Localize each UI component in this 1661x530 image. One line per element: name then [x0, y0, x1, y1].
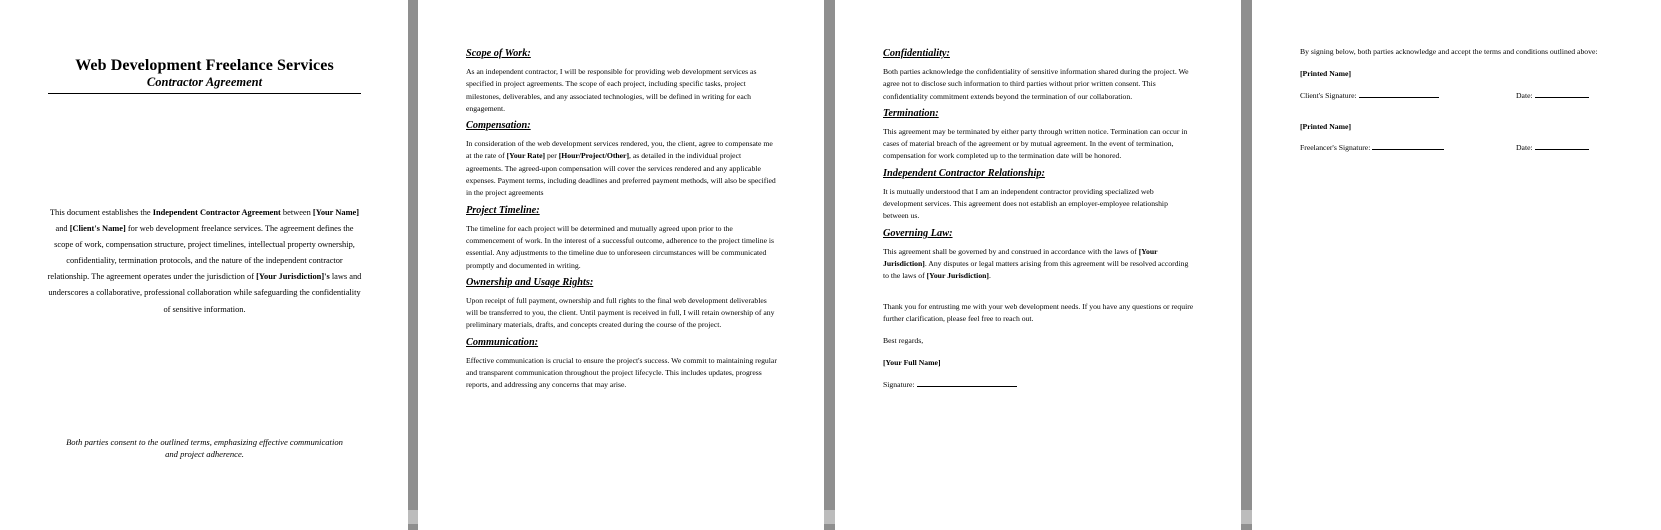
- document-subtitle: Contractor Agreement: [146, 75, 263, 89]
- client-signature-line[interactable]: [1359, 89, 1439, 98]
- section-text-compensation: [466, 138, 778, 199]
- section-heading-communication: Communication:: [466, 336, 539, 348]
- signature-row: [883, 378, 1195, 391]
- section-heading-timeline: Project Timeline:: [466, 204, 540, 216]
- freelancer-signature-line[interactable]: [1372, 141, 1444, 150]
- full-name-placeholder: [883, 357, 1195, 369]
- section-text-governing-law: [883, 246, 1195, 283]
- gap-shadow: [824, 510, 835, 524]
- page-gap: [1241, 0, 1252, 530]
- page-3[interactable]: [835, 0, 1241, 530]
- printed-name-label: [Printed Name]: [1300, 121, 1352, 131]
- section-heading-termination: Termination:: [883, 107, 939, 119]
- jurisdiction-placeholder: [Your Jurisdiction]: [883, 246, 1158, 268]
- page-4[interactable]: [1252, 0, 1661, 530]
- freelancer-signature-row: [1300, 141, 1612, 153]
- section-heading-relationship: Independent Contractor Relationship:: [883, 167, 1045, 179]
- rate-placeholder: [Your Rate]: [506, 151, 546, 161]
- jurisdiction-placeholder: [Your Jurisdiction]: [926, 271, 989, 281]
- freelancer-date-line[interactable]: [1535, 141, 1589, 150]
- governing-text: . Any disputes or legal matters arising from this agreement will be resolved according to the laws of: [883, 258, 1189, 281]
- page-2-content: [466, 46, 778, 395]
- compensation-text: per: [545, 151, 559, 161]
- printed-name-label: [Printed Name]: [1300, 69, 1352, 79]
- acknowledgement-text: By signing below, both parties acknowledge and accept the terms and conditions outlined above:: [1300, 47, 1598, 56]
- page-4-content: [1300, 46, 1612, 153]
- printed-name-1: [1300, 68, 1612, 80]
- full-name: [Your Full Name]: [883, 358, 941, 368]
- freelancer-signature-label: Freelancer's Signature:: [1300, 142, 1371, 152]
- section-heading-ownership: Ownership and Usage Rights:: [466, 276, 594, 288]
- client-signature-label: Client's Signature:: [1300, 90, 1357, 100]
- section-heading-compensation: Compensation:: [466, 120, 531, 132]
- client-date-field: [1516, 89, 1589, 102]
- intro-bold-text: [Client's Name]: [69, 224, 126, 234]
- page-1[interactable]: [0, 0, 408, 530]
- signature-line[interactable]: [917, 378, 1017, 387]
- freelancer-date-field: [1516, 141, 1589, 154]
- intro-text: This document establishes the: [49, 208, 153, 217]
- intro-text: between: [280, 208, 313, 217]
- gap-shadow: [408, 510, 418, 524]
- date-label: Date:: [1516, 142, 1533, 152]
- section-text-ownership: Upon receipt of full payment, ownership and full rights to the final web development deliverables will be transferred to you, the client. Until payment is received in full, I will retain ownership of any preliminary materials, drafts, and concepts created during the course of the project.: [466, 295, 775, 330]
- section-heading-confidentiality: Confidentiality:: [883, 48, 950, 59]
- intro-text: laws and underscores a collaborative, professional collaboration while safeguarding the confidentiality of sensitive information.: [48, 272, 362, 314]
- compensation-text: In consideration of the web development services rendered, you, the client, agree to compensate me at the rate of: [466, 139, 773, 161]
- client-signature-row: [1300, 89, 1612, 101]
- gap-shadow: [1241, 510, 1252, 524]
- section-text-relationship: It is mutually understood that I am an independent contractor providing specialized web development services. This agreement does not establish an employer-employee relationship between us.: [883, 186, 1168, 221]
- intro-bold-text: [Your Jurisdiction]'s: [256, 272, 330, 282]
- intro-paragraph: [46, 205, 363, 318]
- intro-text: for web development freelance services. The agreement defines the scope of work, compensation structure, project timelines, intellectual property ownership, confidentiality, termination protocols, and the nature of the independent contractor relationship. The agreement operates under the jurisdiction of: [47, 224, 355, 282]
- date-label: Date:: [1516, 90, 1533, 100]
- thank-you-paragraph: Thank you for entrusting me with your web development needs. If you have any questions or require further clarification, please feel free to reach out.: [883, 301, 1194, 323]
- section-text-scope: As an independent contractor, I will be responsible for providing web development services as specified in project agreements. The scope of each project, including specific tasks, project milestones, deliverables, and any associated technologies, will be defined in writing for each engagement.: [466, 67, 757, 113]
- page-gap: [824, 0, 835, 530]
- intro-text: and: [55, 224, 70, 234]
- page-gap: [408, 0, 418, 530]
- best-regards: Best regards,: [883, 336, 924, 346]
- section-heading-governing-law: Governing Law:: [883, 227, 953, 239]
- client-date-line[interactable]: [1535, 89, 1589, 98]
- page-2[interactable]: [418, 0, 824, 530]
- closing-statement: Both parties consent to the outlined terms, emphasizing effective communication and project adherence.: [66, 437, 343, 460]
- intro-bold-text: Independent Contractor Agreement: [152, 208, 281, 217]
- section-text-termination: This agreement may be terminated by either party through written notice. Termination can occur in cases of material breach of the agreement or by mutual agreement. In the event of termination, compensation for work completed up to the termination date will be honored.: [883, 126, 1188, 161]
- compensation-text: , as detailed in the individual project agreements. The agreed-upon compensation will cover the services rendered and any applicable expenses. Payment terms, including deadlines and preferred payment methods, will also be specified in the project agreements: [466, 151, 776, 198]
- title-block: [48, 56, 361, 94]
- document-title: Web Development Freelance Services: [75, 57, 334, 74]
- governing-text: .: [989, 271, 991, 281]
- page-3-content: [883, 46, 1195, 394]
- section-text-confidentiality: Both parties acknowledge the confidentiality of sensitive information shared during the project. We agree not to disclose such information to third parties without prior written consent. This confidentiality commitment extends beyond the termination of our collaboration.: [883, 67, 1189, 101]
- printed-name-2: [1300, 121, 1612, 133]
- governing-text: This agreement shall be governed by and construed in accordance with the laws of: [883, 246, 1139, 256]
- unit-placeholder: [Hour/Project/Other]: [558, 151, 630, 161]
- section-text-communication: Effective communication is crucial to ensure the project's success. We commit to maintaining regular and transparent communication throughout the project lifecycle. This includes updates, progress reports, and addressing any concerns that may arise.: [466, 355, 777, 390]
- section-text-timeline: The timeline for each project will be determined and mutually agreed upon prior to the commencement of work. In the interest of a successful outcome, adherence to the project timeline is essential. Any adjustments to the timeline due to unforeseen circumstances will be communicated promptly and documented in writing.: [466, 223, 775, 270]
- signature-label: Signature:: [883, 379, 915, 389]
- section-heading-scope: Scope of Work:: [466, 48, 531, 59]
- intro-bold-text: [Your Name]: [312, 208, 360, 217]
